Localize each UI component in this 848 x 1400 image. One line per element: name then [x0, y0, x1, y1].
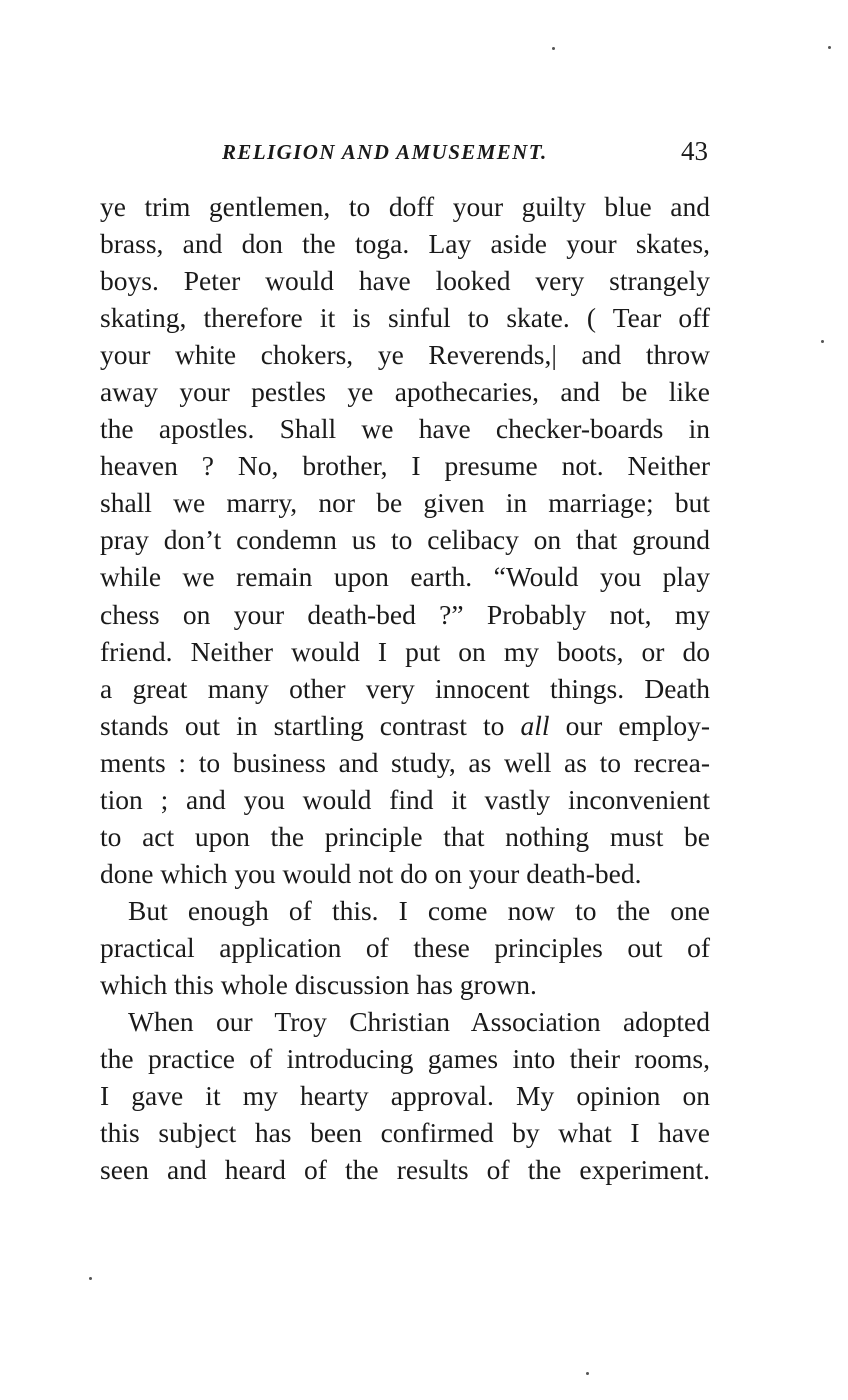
text-line: chess on your death-bed ?” Probably not, my [100, 598, 710, 630]
text-line: done which you would not do on your death-bed. [100, 857, 642, 889]
text-line: your white chokers, ye Reverends,| and throw [100, 339, 710, 371]
text-line: boys. Peter would have looked very strangely [100, 265, 710, 297]
text-line: seen and heard of the results of the experiment. [100, 1154, 710, 1186]
text-line: while we remain upon earth. “Would you play [100, 561, 710, 593]
text-line: heaven ? No, brother, I presume not. Neither [100, 450, 710, 482]
dust-speck [552, 47, 555, 50]
body-text [100, 188, 710, 1188]
text-line: a great many other very innocent things. Death [100, 672, 710, 704]
running-title: RELIGION AND AMUSEMENT. [222, 140, 548, 164]
emphasis-text: all [520, 709, 550, 741]
dust-speck [821, 340, 824, 343]
dust-speck [586, 1372, 589, 1375]
text-line: But enough of this. I come now to the one [128, 894, 710, 926]
text-line: tion ; and you would find it vastly inconvenient [100, 783, 710, 815]
text-line: pray don’t condemn us to celibacy on that ground [100, 524, 710, 556]
page-number: 43 [681, 136, 708, 166]
text-line: this subject has been confirmed by what I have [100, 1117, 710, 1149]
text-line: ments : to business and study, as well as to recrea- [100, 746, 710, 778]
text-line-with-emphasis [100, 707, 710, 744]
text-line: to act upon the principle that nothing must be [100, 820, 710, 852]
text-line: When our Troy Christian Association adopted [128, 1006, 710, 1038]
paragraph-3 [100, 1003, 710, 1188]
text-run: our employ- [549, 709, 710, 741]
paragraph-2 [100, 892, 710, 1003]
text-line: away your pestles ye apothecaries, and be like [100, 376, 710, 408]
text-line: the apostles. Shall we have checker-boards in [100, 413, 710, 445]
text-line: the practice of introducing games into their rooms, [100, 1043, 710, 1075]
text-line: shall we marry, nor be given in marriage; but [100, 487, 710, 519]
text-line: which this whole discussion has grown. [100, 968, 537, 1000]
dust-speck [828, 46, 831, 49]
paragraph-1 [100, 188, 710, 892]
text-line: brass, and don the toga. Lay aside your skates, [100, 228, 710, 260]
text-line: skating, therefore it is sinful to skate. ( Tear off [100, 302, 710, 334]
dust-speck [89, 1277, 92, 1280]
text-line: ye trim gentlemen, to doff your guilty blue and [100, 191, 710, 222]
text-run: stands out in startling contrast to [100, 709, 521, 741]
text-line: practical application of these principles out of [100, 931, 710, 963]
running-head [100, 136, 710, 172]
text-line: friend. Neither would I put on my boots, or do [100, 635, 710, 667]
text-line: I gave it my hearty approval. My opinion on [100, 1080, 710, 1112]
